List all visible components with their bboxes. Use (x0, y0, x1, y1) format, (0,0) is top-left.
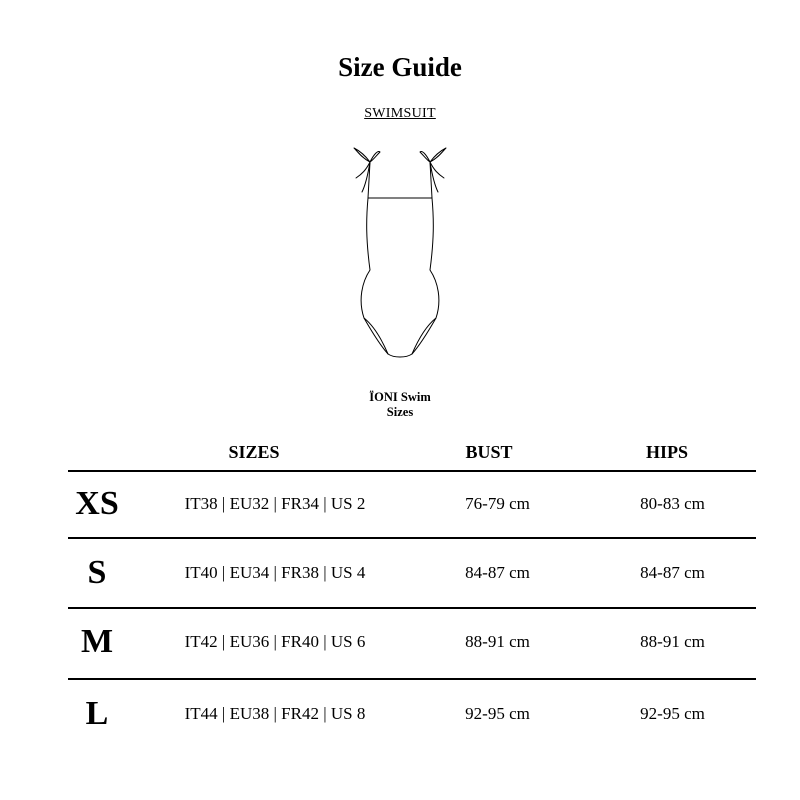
hips-value: 80-83 cm (640, 494, 705, 513)
size-conversions: IT42 | EU36 | FR40 | US 6 (184, 632, 366, 651)
swimsuit-icon (340, 140, 460, 362)
column-header-bust: BUST (465, 442, 513, 462)
bust-value: 76-79 cm (465, 494, 530, 513)
size-conversions: IT38 | EU32 | FR34 | US 2 (184, 494, 366, 513)
size-label: L (85, 695, 109, 732)
hips-value: 92-95 cm (640, 704, 705, 723)
bust-value: 84-87 cm (465, 563, 530, 582)
size-conversions: IT40 | EU34 | FR38 | US 4 (184, 563, 366, 582)
table-row (0, 608, 800, 676)
brand-caption (0, 390, 800, 420)
size-label: M (80, 623, 114, 660)
column-header-hips: HIPS (645, 442, 688, 462)
hips-value: 88-91 cm (640, 632, 705, 651)
hips-value: 84-87 cm (640, 563, 705, 582)
table-row (0, 539, 800, 607)
caption-line-1: ÏONI Swim (369, 390, 431, 404)
table-row (0, 680, 800, 748)
bust-value: 92-95 cm (465, 704, 530, 723)
product-category: SWIMSUIT (364, 106, 436, 121)
page-title: Size Guide (338, 52, 462, 82)
size-conversions: IT44 | EU38 | FR42 | US 8 (184, 704, 366, 723)
size-label: XS (75, 485, 119, 522)
table-row (0, 470, 800, 538)
column-header-sizes: SIZES (228, 442, 280, 462)
size-label: S (87, 554, 107, 591)
caption-line-2: Sizes (386, 405, 414, 419)
bust-value: 88-91 cm (465, 632, 530, 651)
